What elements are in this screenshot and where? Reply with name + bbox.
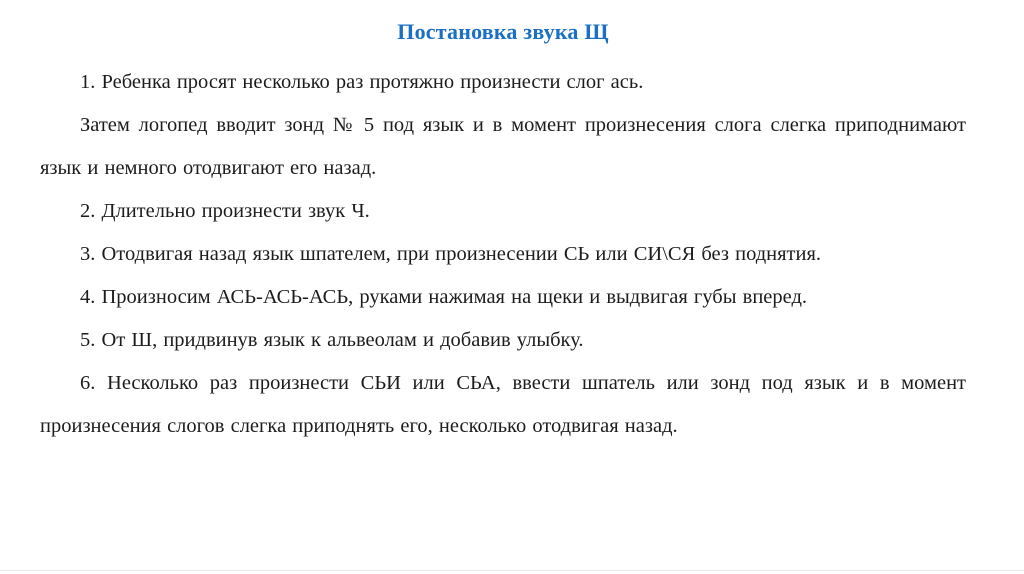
paragraph-step-1-continued: Затем логопед вводит зонд № 5 под язык и в момент произнесения слога слегка приподнимают язык и немного отодвигают его назад.	[40, 114, 966, 179]
slide-title: Постановка звука Щ	[397, 19, 609, 44]
slide-body	[40, 61, 966, 448]
slide-bottom-divider	[0, 570, 1024, 571]
paragraph-step-4: 4. Произносим АСЬ-АСЬ-АСЬ, руками нажимая на щеки и выдвигая губы вперед.	[80, 286, 808, 308]
paragraph-step-3: 3. Отодвигая назад язык шпателем, при произнесении СЬ или СИ\СЯ без поднятия.	[80, 243, 822, 265]
paragraph-step-6: 6. Несколько раз произнести СЬИ или СЬА, ввести шпатель или зонд под язык и в момент произнесения слогов слегка приподнять его, несколько отодвигая назад.	[40, 372, 966, 437]
slide-content	[40, 18, 966, 448]
paragraph-step-5: 5. От Ш, придвинув язык к альвеолам и добавив улыбку.	[80, 329, 584, 351]
paragraph-step-1: 1. Ребенка просят несколько раз протяжно произнести слог ась.	[80, 71, 644, 93]
paragraph-step-2: 2. Длительно произнести звук Ч.	[80, 200, 370, 222]
